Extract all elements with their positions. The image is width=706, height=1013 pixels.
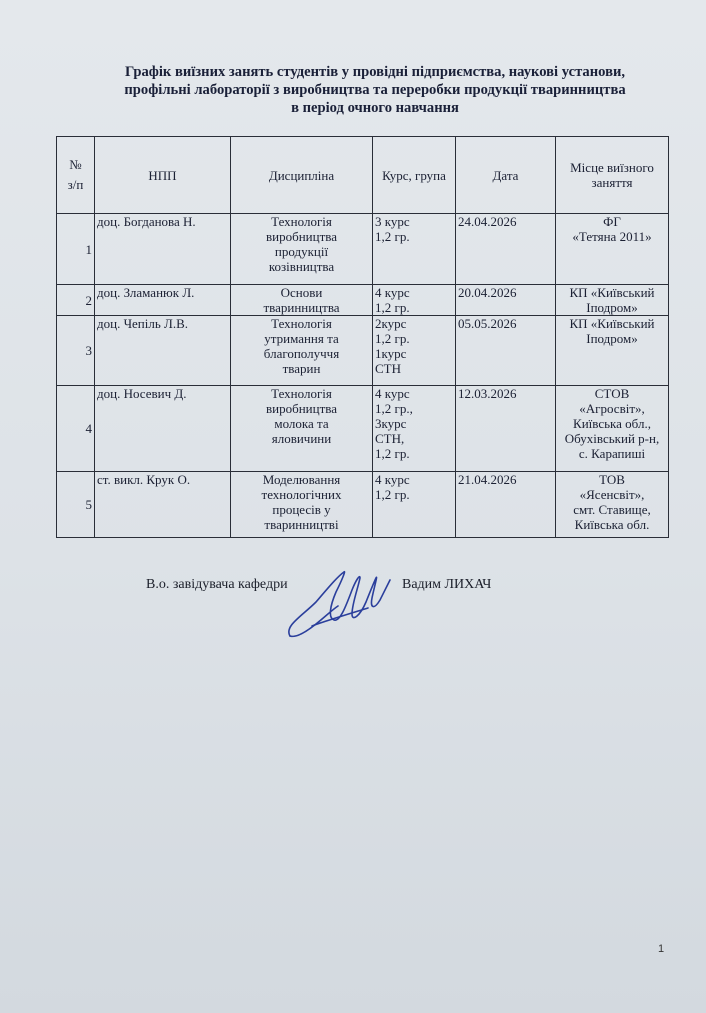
- discipline-cell: [231, 214, 373, 285]
- discipline-cell-line: Моделювання: [262, 472, 341, 487]
- document-title: [80, 63, 670, 117]
- discipline-cell-line: яловичини: [271, 431, 332, 446]
- discipline-cell-line: благополуччя: [263, 346, 340, 361]
- title-line-1: Графік виїзних занять студентів у провідні підприємства, наукові установи,: [124, 64, 626, 80]
- discipline-cell-line: Технологія: [271, 386, 332, 401]
- place-cell-line: с. Карапиші: [578, 446, 646, 461]
- discipline-cell-line: Основи: [280, 285, 323, 300]
- discipline-cell-line: виробництва: [266, 229, 337, 244]
- discipline-cell-line: Технологія: [271, 316, 332, 331]
- table-row: [57, 472, 669, 538]
- place-cell-line: ТОВ: [599, 472, 625, 487]
- discipline-cell-line: тваринництві: [264, 517, 339, 532]
- course-cell-line: 4 курс: [375, 285, 410, 300]
- course-cell-line: 1,2 гр.,: [375, 401, 413, 416]
- discipline-cell-line: Технологія: [271, 214, 332, 229]
- course-cell-line: СТН,: [375, 431, 405, 446]
- row-number: 4: [57, 386, 95, 472]
- header-date: Дата: [456, 137, 556, 214]
- place-cell-line: Обухівський р-н,: [564, 431, 660, 446]
- place-cell-line: ФГ: [603, 214, 621, 229]
- schedule-table: [56, 136, 669, 538]
- place-cell-line: Іподром»: [586, 300, 638, 315]
- date-cell: 24.04.2026: [456, 214, 556, 285]
- table-row: [57, 316, 669, 386]
- discipline-cell: [231, 472, 373, 538]
- teacher-cell: ст. викл. Крук О.: [95, 472, 231, 538]
- place-cell-line: КП «Київський: [569, 285, 655, 300]
- date-cell: 20.04.2026: [456, 285, 556, 316]
- date-cell: 05.05.2026: [456, 316, 556, 386]
- row-number: 3: [57, 316, 95, 386]
- page-number: 1: [658, 943, 665, 955]
- row-number: 1: [57, 214, 95, 285]
- place-cell: [556, 285, 669, 316]
- header-course: Курс, група: [373, 137, 456, 214]
- date-cell: 12.03.2026: [456, 386, 556, 472]
- header-number: [57, 137, 95, 214]
- row-number: 2: [57, 285, 95, 316]
- course-cell-line: 1курс: [375, 346, 407, 361]
- course-cell-line: 1,2 гр.: [375, 487, 410, 502]
- place-cell: [556, 472, 669, 538]
- place-cell-line: «Тетяна 2011»: [572, 229, 652, 244]
- teacher-cell: доц. Носевич Д.: [95, 386, 231, 472]
- discipline-cell-line: молока та: [274, 416, 329, 431]
- course-cell: [373, 285, 456, 316]
- course-cell: [373, 316, 456, 386]
- row-number: 5: [57, 472, 95, 538]
- course-cell-line: 3 курс: [375, 214, 410, 229]
- place-cell-line: Київська обл.,: [573, 416, 651, 431]
- discipline-cell-line: тваринництва: [263, 300, 340, 315]
- place-cell: [556, 316, 669, 386]
- place-cell-line: СТОВ: [594, 386, 630, 401]
- table-row: [57, 214, 669, 285]
- discipline-cell-line: технологічних: [261, 487, 342, 502]
- header-number-line2: з/п: [67, 177, 84, 192]
- teacher-cell: доц. Зламанюк Л.: [95, 285, 231, 316]
- course-cell-line: 2курс: [375, 316, 407, 331]
- signatory-name: Вадим ЛИХАЧ: [402, 577, 492, 592]
- course-cell-line: 1,2 гр.: [375, 331, 410, 346]
- course-cell-line: 1,2 гр.: [375, 300, 410, 315]
- course-cell-line: СТН: [375, 361, 401, 376]
- date-cell: 21.04.2026: [456, 472, 556, 538]
- discipline-cell: [231, 316, 373, 386]
- place-cell: [556, 214, 669, 285]
- place-cell: [556, 386, 669, 472]
- place-cell-line: «Ясенсвіт»,: [579, 487, 645, 502]
- discipline-cell-line: процесів у: [272, 502, 331, 517]
- table-header-row: [57, 137, 669, 214]
- course-cell-line: 3курс: [375, 416, 407, 431]
- course-cell: [373, 472, 456, 538]
- place-cell-line: Київська обл.: [574, 517, 650, 532]
- header-teacher: НПП: [95, 137, 231, 214]
- header-discipline: Дисципліна: [231, 137, 373, 214]
- discipline-cell-line: тварин: [282, 361, 321, 376]
- title-line-2: профільні лабораторії з виробництва та переробки продукції тваринництва: [124, 82, 626, 98]
- header-number-line1: №: [69, 157, 82, 172]
- discipline-cell: [231, 386, 373, 472]
- signature-position: В.о. завідувача кафедри: [146, 577, 288, 592]
- discipline-cell-line: козівництва: [268, 259, 335, 274]
- discipline-cell-line: виробництва: [266, 401, 337, 416]
- course-cell-line: 4 курс: [375, 386, 410, 401]
- place-cell-line: смт. Ставище,: [573, 502, 651, 517]
- place-cell-line: КП «Київський: [569, 316, 655, 331]
- discipline-cell: [231, 285, 373, 316]
- discipline-cell-line: продукції: [274, 244, 329, 259]
- course-cell-line: 4 курс: [375, 472, 410, 487]
- course-cell: [373, 214, 456, 285]
- teacher-cell: доц. Богданова Н.: [95, 214, 231, 285]
- discipline-cell-line: утримання та: [264, 331, 339, 346]
- title-line-3: в період очного навчання: [291, 100, 459, 116]
- handwritten-signature: [282, 566, 394, 642]
- place-cell-line: Іподром»: [586, 331, 638, 346]
- header-place: Місце виїзного заняття: [556, 137, 669, 214]
- table-row: [57, 285, 669, 316]
- course-cell: [373, 386, 456, 472]
- course-cell-line: 1,2 гр.: [375, 446, 410, 461]
- table-row: [57, 386, 669, 472]
- course-cell-line: 1,2 гр.: [375, 229, 410, 244]
- teacher-cell: доц. Чепіль Л.В.: [95, 316, 231, 386]
- place-cell-line: «Агросвіт»,: [579, 401, 645, 416]
